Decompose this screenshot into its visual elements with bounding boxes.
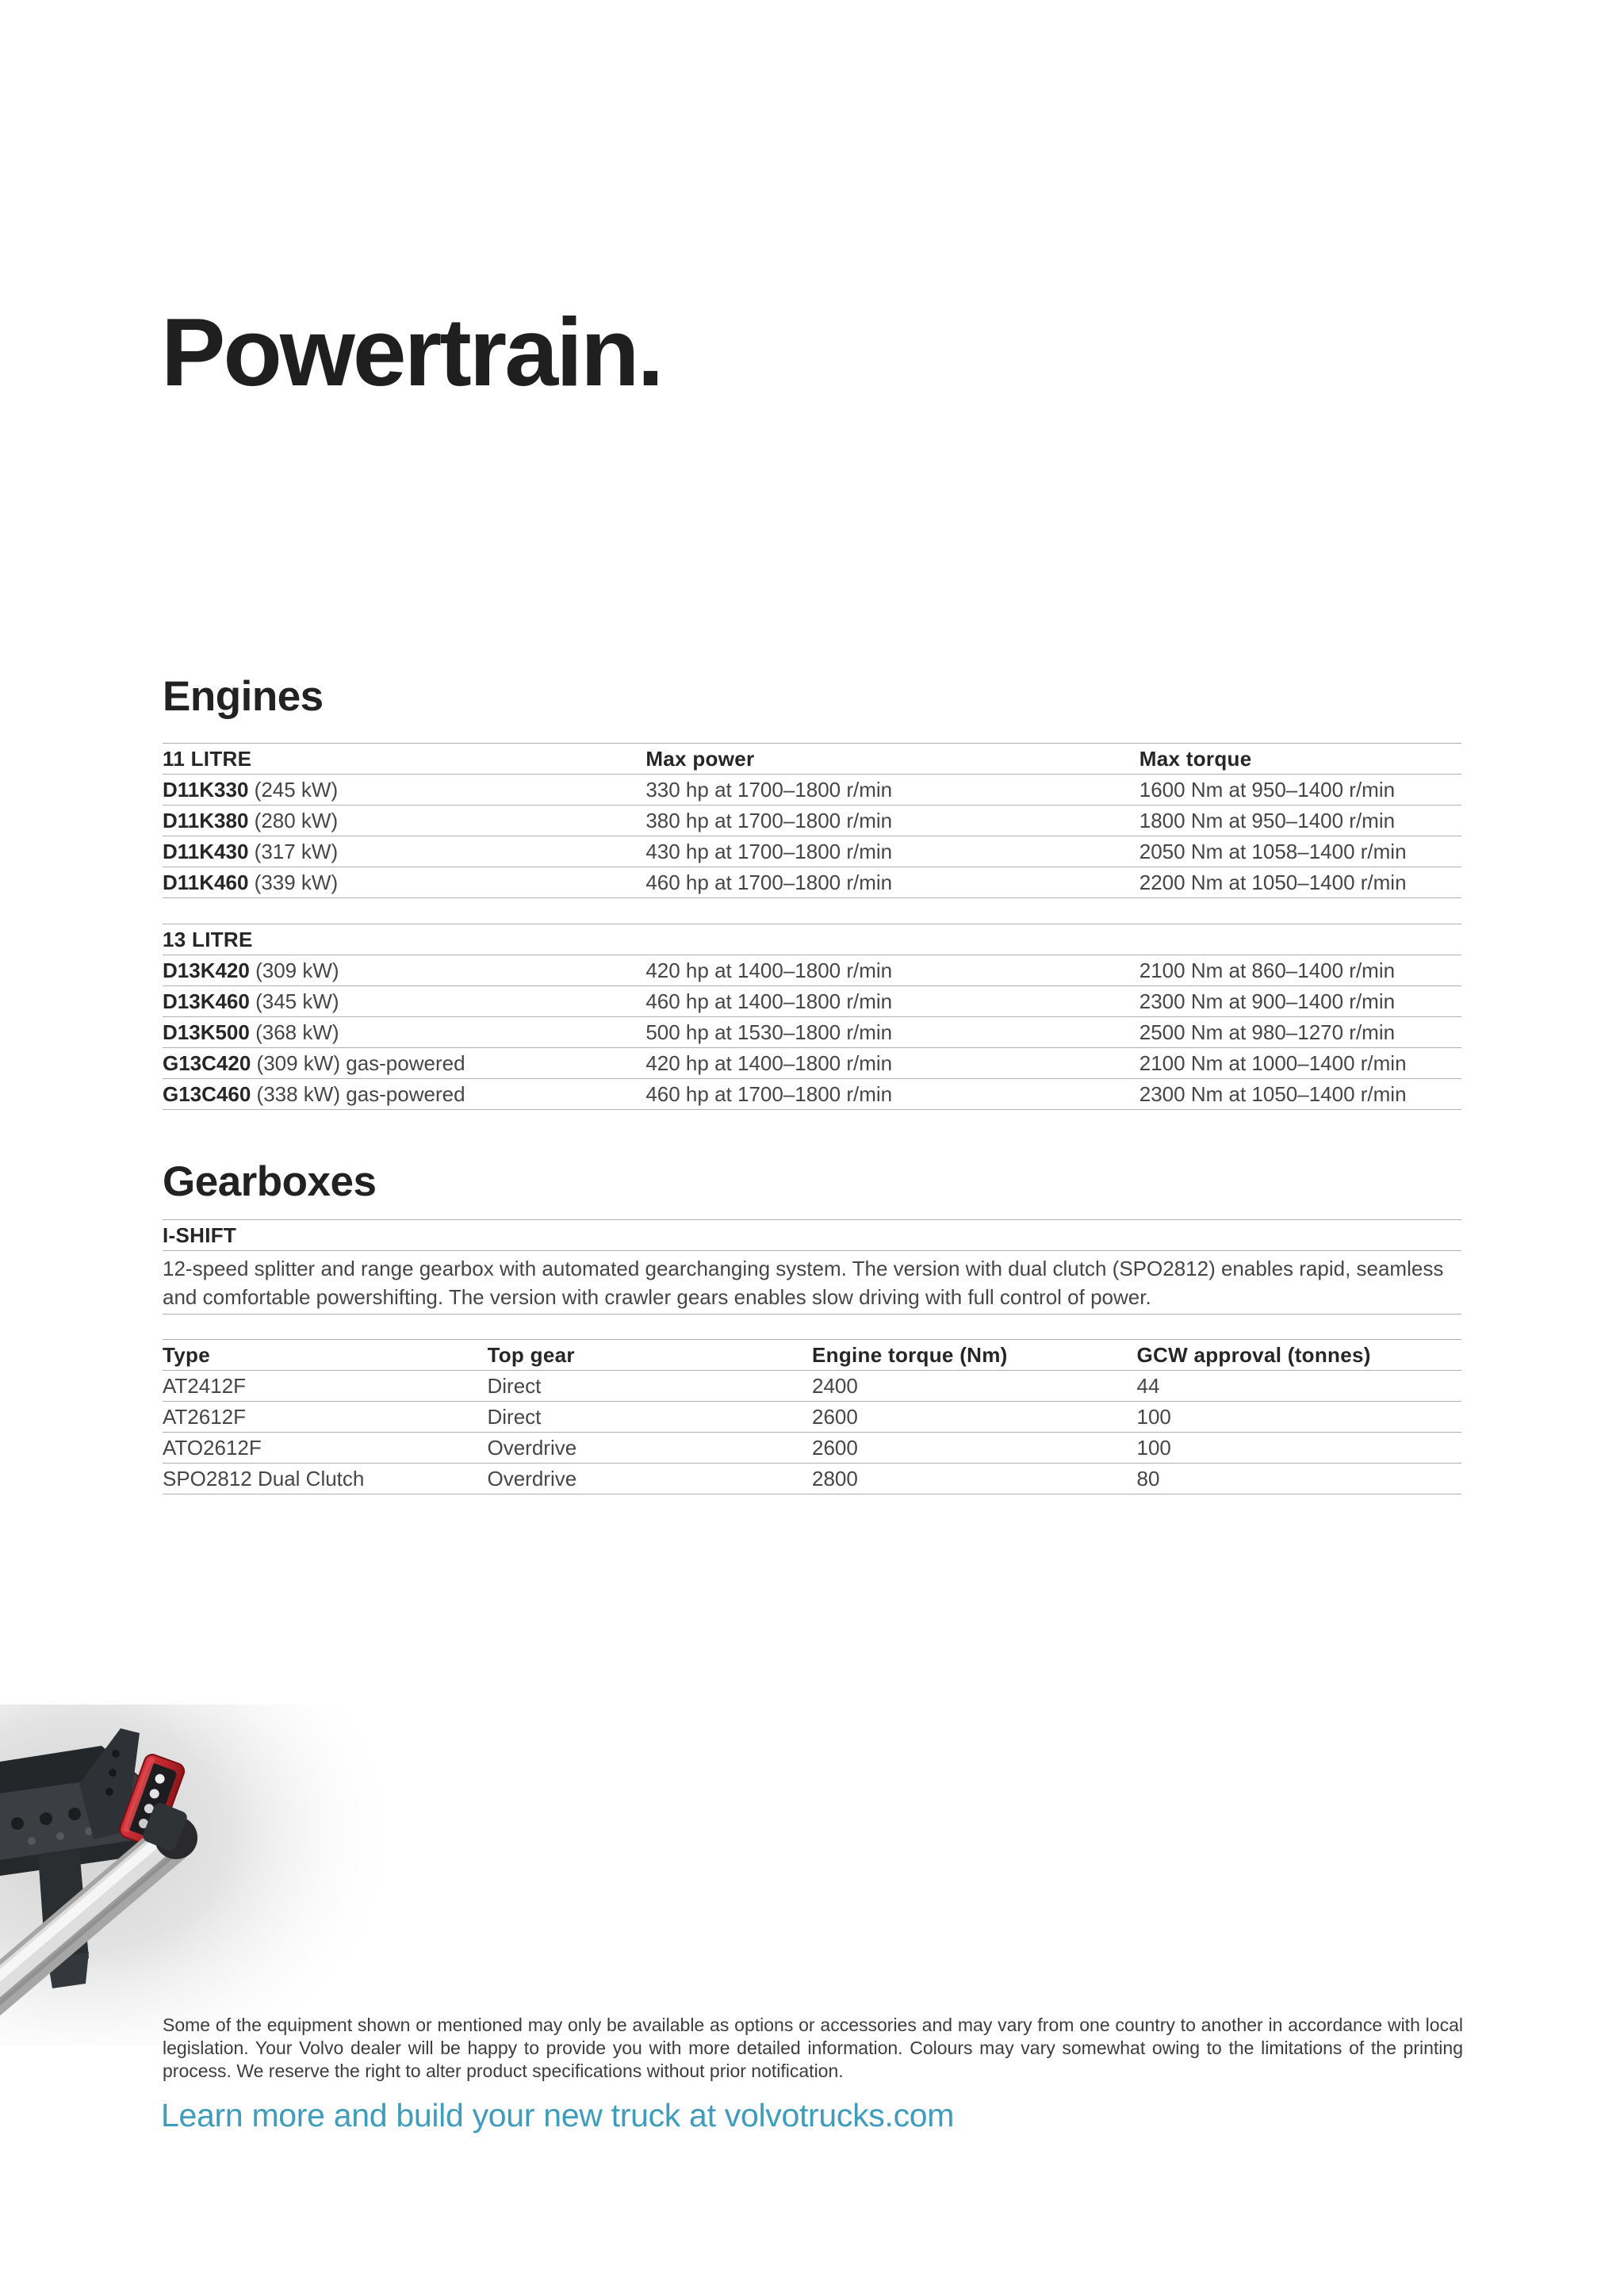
gearboxes-heading: Gearboxes (163, 1158, 377, 1205)
column-header-type: Type (163, 1342, 210, 1367)
engine-power-cell: 460 hp at 1400–1800 r/min (645, 989, 893, 1013)
gearbox-type-cell: AT2612F (163, 1404, 247, 1429)
gearbox-gcw-cell: 80 (1136, 1466, 1160, 1490)
column-header-torque: Max torque (1139, 746, 1252, 771)
engine-power-cell: 330 hp at 1700–1800 r/min (645, 777, 893, 802)
ishift-description: 12-speed splitter and range gearbox with automated gearchanging system. The version with dual clutch (SPO2812) enables rapid, seamless and comfortable powershifting. The version with crawler gears enables slow driving with full control of power. (163, 1250, 1461, 1314)
gearbox-torque-cell: 2800 (812, 1466, 858, 1490)
engine-model-cell: G13C420 (309 kW) gas-powered (163, 1050, 465, 1075)
engine-torque-cell: 1800 Nm at 950–1400 r/min (1139, 808, 1396, 832)
page-title: Powertrain. (161, 298, 662, 406)
engine-model-cell: D11K330 (245 kW) (163, 777, 339, 802)
table-header-row (163, 924, 1461, 955)
engine-row (163, 836, 1461, 867)
engine-torque-cell: 1600 Nm at 950–1400 r/min (1139, 777, 1396, 802)
chassis-photo (0, 1705, 412, 2045)
engine-row (163, 1047, 1461, 1078)
ishift-label-row (163, 1219, 1461, 1250)
ishift-description-block (163, 1219, 1461, 1314)
engines-table-11-litre (163, 743, 1461, 898)
gearbox-torque-cell: 2600 (812, 1435, 858, 1460)
engine-power-cell: 500 hp at 1530–1800 r/min (645, 1020, 893, 1044)
cta-link[interactable]: Learn more and build your new truck at volvotrucks.com (161, 2097, 955, 2133)
gearbox-gcw-cell: 100 (1136, 1404, 1171, 1429)
engine-model-cell: D13K420 (309 kW) (163, 958, 339, 982)
engine-model-cell: D11K380 (280 kW) (163, 808, 339, 832)
gearbox-top-gear-cell: Direct (487, 1373, 542, 1398)
engine-row (163, 1078, 1461, 1109)
engine-torque-cell: 2500 Nm at 980–1270 r/min (1139, 1020, 1396, 1044)
column-header-torque: Engine torque (Nm) (812, 1342, 1008, 1367)
engine-power-cell: 420 hp at 1400–1800 r/min (645, 1050, 893, 1075)
column-header-group: 11 LITRE (163, 746, 252, 771)
engine-row (163, 867, 1461, 897)
engine-torque-cell: 2200 Nm at 1050–1400 r/min (1139, 870, 1407, 894)
gearbox-type-cell: ATO2612F (163, 1435, 262, 1460)
engine-row (163, 955, 1461, 985)
gearbox-row (163, 1463, 1461, 1494)
engine-power-cell: 460 hp at 1700–1800 r/min (645, 870, 893, 894)
gearbox-gcw-cell: 44 (1136, 1373, 1160, 1398)
legal-disclaimer: Some of the equipment shown or mentioned may only be available as options or accessories and may vary from one country to another in accordance with local legislation. Your Volvo dealer will be happy to provide you with more detailed information. Colours may vary somewhat owing to the limitations of the printing process. We reserve the right to alter product specifications without prior notification. (163, 2015, 1463, 2081)
engine-power-cell: 420 hp at 1400–1800 r/min (645, 958, 893, 982)
engine-row (163, 805, 1461, 836)
engine-model-cell: G13C460 (338 kW) gas-powered (163, 1081, 465, 1106)
engine-torque-cell: 2100 Nm at 860–1400 r/min (1139, 958, 1396, 982)
table-header-row (163, 1339, 1461, 1370)
gearbox-top-gear-cell: Overdrive (487, 1435, 577, 1460)
chassis-photo-illustration (0, 1705, 412, 2045)
engine-model-cell: D13K460 (345 kW) (163, 989, 339, 1013)
gearbox-table (163, 1339, 1461, 1494)
engine-row (163, 985, 1461, 1016)
gearbox-torque-cell: 2400 (812, 1373, 858, 1398)
column-header-top-gear: Top gear (487, 1342, 575, 1367)
engine-power-cell: 380 hp at 1700–1800 r/min (645, 808, 893, 832)
engine-model-cell: D11K430 (317 kW) (163, 839, 339, 863)
engine-torque-cell: 2300 Nm at 1050–1400 r/min (1139, 1081, 1407, 1106)
gearbox-row (163, 1370, 1461, 1401)
engine-torque-cell: 2300 Nm at 900–1400 r/min (1139, 989, 1396, 1013)
engine-power-cell: 430 hp at 1700–1800 r/min (645, 839, 893, 863)
engine-power-cell: 460 hp at 1700–1800 r/min (645, 1081, 893, 1106)
column-header-group: 13 LITRE (163, 927, 253, 951)
engines-table-13-litre (163, 924, 1461, 1110)
engine-torque-cell: 2050 Nm at 1058–1400 r/min (1139, 839, 1407, 863)
engine-model-cell: D13K500 (368 kW) (163, 1020, 339, 1044)
gearbox-top-gear-cell: Direct (487, 1404, 542, 1429)
table-header-row (163, 743, 1461, 774)
engine-row (163, 1016, 1461, 1047)
gearbox-type-cell: SPO2812 Dual Clutch (163, 1466, 365, 1490)
gearbox-row (163, 1401, 1461, 1432)
gearbox-top-gear-cell: Overdrive (487, 1466, 577, 1490)
gearbox-row (163, 1432, 1461, 1463)
column-header-power: Max power (645, 746, 755, 771)
engines-heading: Engines (163, 673, 324, 720)
ishift-label: I-SHIFT (163, 1223, 237, 1247)
gearbox-type-cell: AT2412F (163, 1373, 247, 1398)
engine-torque-cell: 2100 Nm at 1000–1400 r/min (1139, 1050, 1407, 1075)
gearbox-gcw-cell: 100 (1136, 1435, 1171, 1460)
gearbox-torque-cell: 2600 (812, 1404, 858, 1429)
engine-row (163, 774, 1461, 805)
column-header-gcw: GCW approval (tonnes) (1136, 1342, 1371, 1367)
engine-model-cell: D11K460 (339 kW) (163, 870, 339, 894)
